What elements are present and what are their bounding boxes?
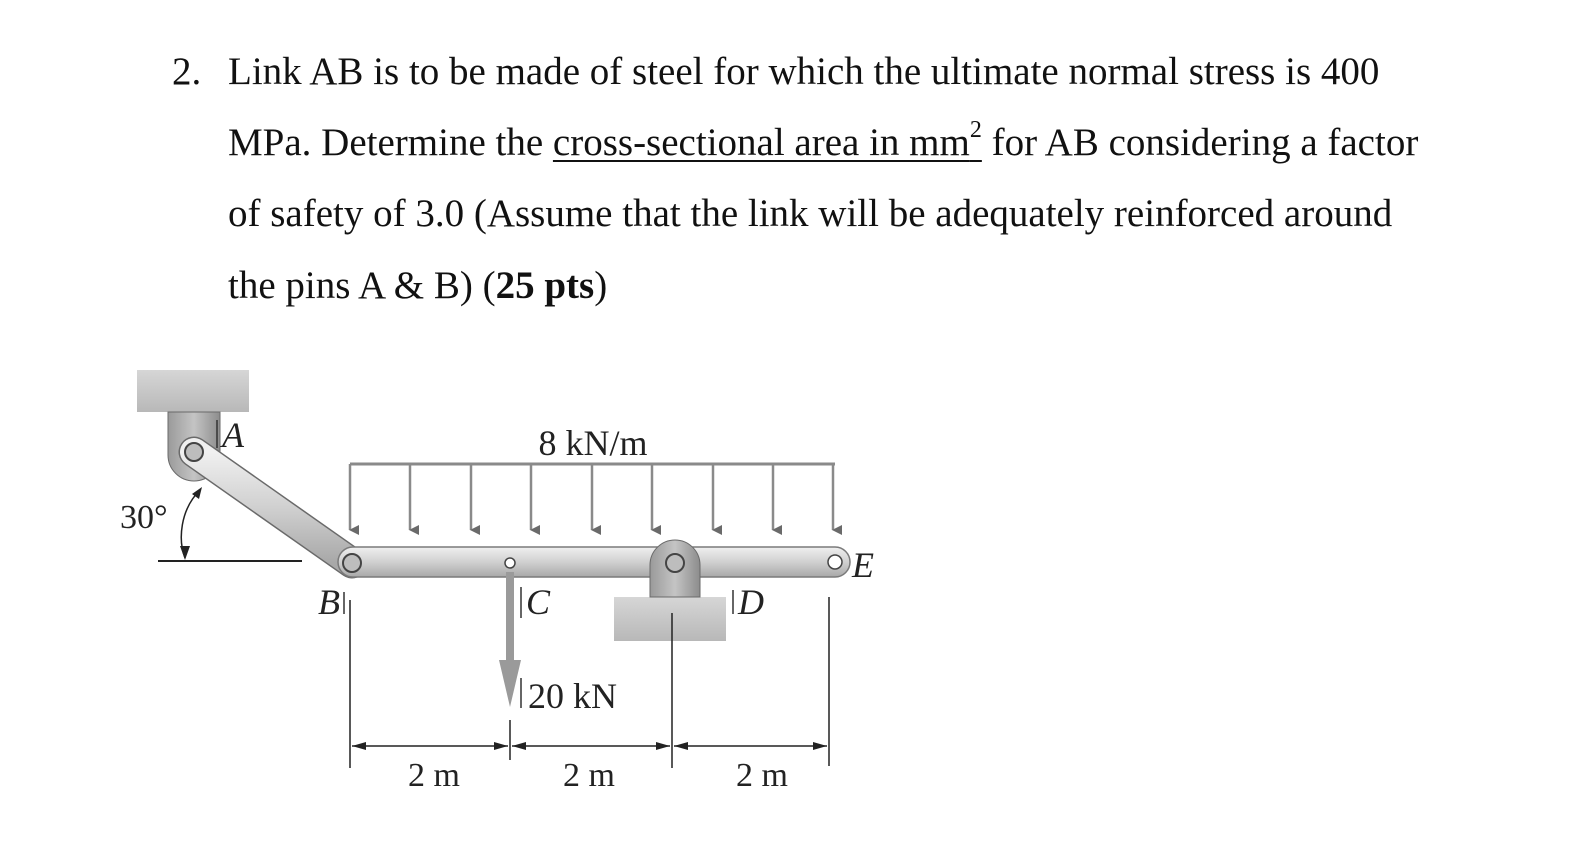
pin-a: [185, 443, 203, 461]
label-d: D: [738, 582, 764, 622]
pin-b: [343, 554, 361, 572]
label-e: E: [852, 545, 874, 585]
underlined-text: cross-sectional area in mm: [552, 121, 970, 164]
angle-arrow-bottom: [180, 546, 190, 560]
link-ab: [194, 452, 352, 563]
pin-e: [828, 555, 842, 569]
dimension-label-bc: 2 m: [408, 757, 460, 794]
label-c: C: [526, 582, 551, 622]
point-load-arrow: [499, 572, 521, 707]
pin-d: [666, 554, 684, 572]
problem-line-2-end: for AB considering a factor: [981, 121, 1419, 164]
problem-line-4-end: ): [594, 264, 608, 307]
distributed-load: [350, 464, 835, 530]
problem-line-4-start: the pins A & B) (: [228, 264, 496, 307]
point-load-label: 20 kN: [528, 676, 617, 716]
points-value: 25 pts: [495, 264, 595, 307]
superscript-2: 2: [969, 117, 982, 143]
angle-label: 30°: [120, 499, 168, 536]
beam-be: [338, 547, 850, 577]
problem-line-2-start: MPa. Determine the: [228, 121, 553, 164]
ground-support-d: [614, 597, 726, 641]
problem-line-3: of safety of 3.0 (Assume that the link will be adequately reinforced around: [228, 192, 1393, 235]
distributed-load-label: 8 kN/m: [538, 423, 648, 463]
top-wall-support: [137, 370, 249, 412]
point-c-marker: [505, 558, 515, 568]
dimension-label-cd: 2 m: [563, 757, 615, 794]
dimension-label-de: 2 m: [736, 757, 788, 794]
problem-line-1: Link AB is to be made of steel for which the ultimate normal stress is 400: [228, 50, 1380, 93]
label-a: A: [222, 415, 244, 455]
label-b: B: [318, 582, 340, 622]
problem-number: 2.: [172, 50, 202, 93]
